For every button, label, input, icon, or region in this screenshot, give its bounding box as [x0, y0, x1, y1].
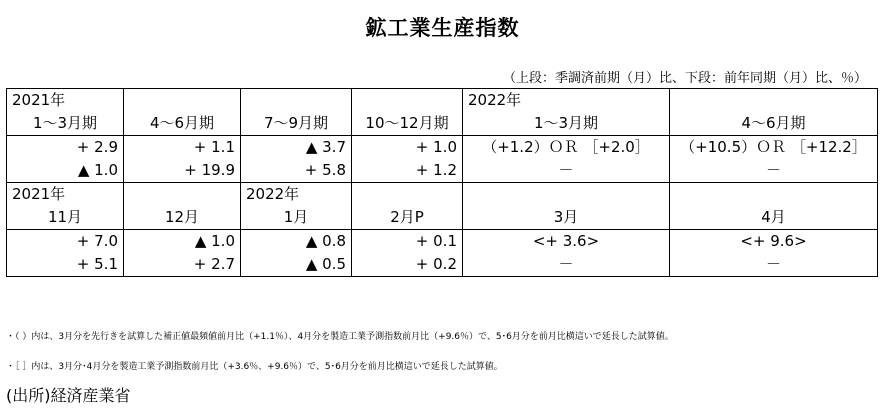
year-cell	[670, 183, 878, 207]
value-cell: + 2.9	[7, 136, 124, 160]
value-cell: <+ 9.6>	[670, 230, 878, 254]
monthly-lower-row	[7, 253, 878, 277]
period-header: 11月	[7, 206, 124, 230]
quarterly-year-row	[7, 89, 878, 113]
value-cell: + 2.7	[124, 253, 241, 277]
quarterly-lower-row	[7, 159, 878, 183]
year-cell: 2021年	[7, 183, 124, 207]
value-cell: + 0.2	[352, 253, 463, 277]
year-cell	[241, 89, 352, 113]
page-title: 鉱工業生産指数	[365, 16, 520, 40]
year-cell	[352, 183, 463, 207]
period-header: 12月	[124, 206, 241, 230]
year-cell	[124, 183, 241, 207]
period-header: 1～3月期	[463, 112, 670, 136]
value-cell: ▲ 0.8	[241, 230, 352, 254]
quarterly-upper-row	[7, 136, 878, 160]
period-header: 1～3月期	[7, 112, 124, 136]
monthly-upper-row	[7, 230, 878, 254]
value-cell: （+1.2）ＯＲ ［+2.0］	[463, 136, 670, 160]
value-cell: + 5.1	[7, 253, 124, 277]
data-table	[6, 88, 878, 277]
value-cell: －	[463, 159, 670, 183]
monthly-year-row	[7, 183, 878, 207]
year-cell	[124, 89, 241, 113]
source-note: (出所)経済産業省	[6, 386, 131, 405]
quarterly-period-row	[7, 112, 878, 136]
year-cell	[463, 183, 670, 207]
value-cell: + 0.1	[352, 230, 463, 254]
period-header: 2月P	[352, 206, 463, 230]
footnote: ・（ ）内は、3月分を先行きを試算した補正値最頻値前月比（+1.1％）、4月分を製造工業予測指数前月比（+9.6％）で、5･6月分を前月比横這いで延長した試算値。	[6, 332, 674, 342]
value-cell: ▲ 0.5	[241, 253, 352, 277]
footnote: ・［ ］内は、3月分･4月分を製造工業予測指数前月比（+3.6％、+9.6％）で、5･6月分を前月比横這いで延長した試算値。	[6, 362, 503, 372]
period-header: 4～6月期	[124, 112, 241, 136]
value-cell: + 1.2	[352, 159, 463, 183]
year-cell	[352, 89, 463, 113]
value-cell: + 5.8	[241, 159, 352, 183]
period-header: 4～6月期	[670, 112, 878, 136]
year-cell: 2022年	[463, 89, 670, 113]
period-header: 3月	[463, 206, 670, 230]
period-header: 10～12月期	[352, 112, 463, 136]
unit-note: （上段：季調済前期（月）比、下段：前年同期（月）比、％）	[502, 71, 867, 86]
period-header: 4月	[670, 206, 878, 230]
value-cell: －	[670, 253, 878, 277]
year-cell: 2022年	[241, 183, 352, 207]
value-cell: + 1.0	[352, 136, 463, 160]
year-cell: 2021年	[7, 89, 124, 113]
value-cell: + 7.0	[7, 230, 124, 254]
value-cell: ▲ 1.0	[124, 230, 241, 254]
value-cell: + 1.1	[124, 136, 241, 160]
period-header: 1月	[241, 206, 352, 230]
year-cell	[670, 89, 878, 113]
value-cell: ▲ 1.0	[7, 159, 124, 183]
value-cell: + 19.9	[124, 159, 241, 183]
value-cell: （+10.5）ＯＲ ［+12.2］	[670, 136, 878, 160]
value-cell: ▲ 3.7	[241, 136, 352, 160]
monthly-period-row	[7, 206, 878, 230]
value-cell: －	[670, 159, 878, 183]
value-cell: <+ 3.6>	[463, 230, 670, 254]
period-header: 7～9月期	[241, 112, 352, 136]
value-cell: －	[463, 253, 670, 277]
